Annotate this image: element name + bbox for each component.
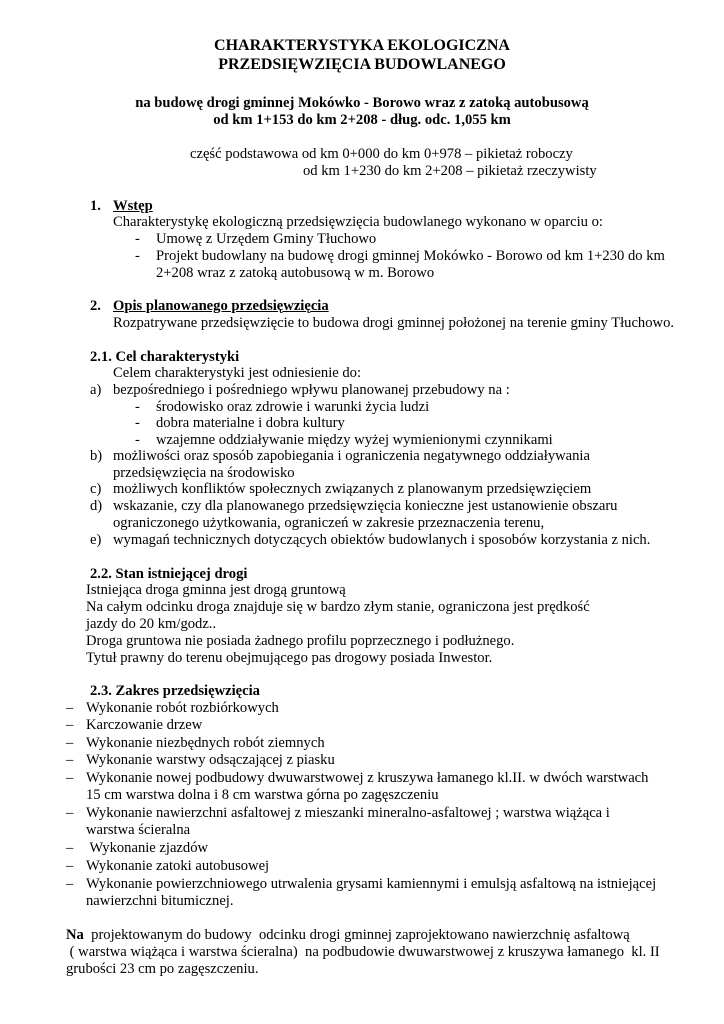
item-a1: środowisko oraz zdrowie i warunki życia ludzi xyxy=(156,399,430,415)
section2-heading: Opis planowanego przedsięwzięcia xyxy=(113,298,329,314)
scope-item2-dash: – xyxy=(66,717,74,733)
scope-item9-line1: Wykonanie powierzchniowego utrwalenia grysami kamiennymi i emulsją asfaltową na istniejącej xyxy=(86,876,657,892)
section22-heading: 2.2. Stan istniejącej drogi xyxy=(90,566,248,582)
scope-item7-dash: – xyxy=(66,840,74,856)
part-line2: od km 1+230 do km 2+208 – pikietaż rzeczywisty xyxy=(303,163,597,179)
item-d-line2: ograniczonego użytkowania, ograniczeń w zakresie przeznaczenia terenu, xyxy=(113,515,545,531)
scope-item1-dash: – xyxy=(66,700,74,716)
scope-item2: Karczowanie drzew xyxy=(86,717,203,733)
item-a2-dash: - xyxy=(135,415,140,431)
item-b-line1: możliwości oraz sposób zapobiegania i ograniczenia negatywnego oddziaływania xyxy=(113,448,590,464)
section21-heading: 2.1. Cel charakterystyki xyxy=(90,349,240,365)
item-a3: wzajemne oddziaływanie między wyżej wymienionymi czynnikami xyxy=(156,432,553,448)
section1-number: 1. xyxy=(90,198,101,214)
scope-item5-dash: – xyxy=(66,770,74,786)
section1-item1-dash: - xyxy=(135,231,140,247)
section22-line1: Istniejąca droga gminna jest drogą gruntową xyxy=(86,582,346,598)
scope-item4-dash: – xyxy=(66,752,74,768)
section21-intro: Celem charakterystyki jest odniesienie do: xyxy=(113,365,362,381)
section22-line5: Tytuł prawny do terenu obejmującego pas drogowy posiada Inwestor. xyxy=(86,650,493,666)
part-line1: część podstawowa od km 0+000 do km 0+978 – pikietaż roboczy xyxy=(190,146,573,162)
section1-item2-dash: - xyxy=(135,248,140,264)
section1-item2-line2: 2+208 wraz z zatoką autobusową w m. Borowo xyxy=(156,265,435,281)
item-c-text: możliwych konfliktów społecznych związanych z planowanym przedsięwzięciem xyxy=(113,481,592,497)
section23-heading: 2.3. Zakres przedsięwzięcia xyxy=(90,683,260,699)
final-line1-rest: projektowanym do budowy odcinku drogi gminnej zaprojektowano nawierzchnię asfaltową xyxy=(83,927,630,943)
section22-line4: Droga gruntowa nie posiada żadnego profilu poprzecznego i podłużnego. xyxy=(86,633,515,649)
scope-item9-dash: – xyxy=(66,876,74,892)
item-c-label: c) xyxy=(90,481,102,497)
document-title-line1: CHARAKTERYSTYKA EKOLOGICZNA xyxy=(214,37,510,54)
item-a1-dash: - xyxy=(135,399,140,415)
final-bold-start: Na xyxy=(66,927,84,943)
item-a2: dobra materialne i dobra kultury xyxy=(156,415,345,431)
scope-item9-line2: nawierzchni bitumicznej. xyxy=(86,893,234,909)
section1-item1: Umowę z Urzędem Gminy Tłuchowo xyxy=(156,231,377,247)
scope-item5-line1: Wykonanie nowej podbudowy dwuwarstwowej z kruszywa łamanego kl.II. w dwóch warstwach xyxy=(86,770,649,786)
scope-item3: Wykonanie niezbędnych robót ziemnych xyxy=(86,735,325,751)
section1-heading: Wstęp xyxy=(113,198,153,214)
item-a-label: a) xyxy=(90,382,102,398)
scope-item6-line1: Wykonanie nawierzchni asfaltowej z mieszanki mineralno-asfaltowej ; warstwa wiążąca i xyxy=(86,805,610,821)
final-line1 xyxy=(66,927,630,944)
item-d-label: d) xyxy=(90,498,103,514)
section1-item2-line1: Projekt budowlany na budowę drogi gminnej Mokówko - Borowo od km 1+230 do km xyxy=(156,248,665,264)
section22-line2: Na całym odcinku droga znajduje się w bardzo złym stanie, ograniczona jest prędkość xyxy=(86,599,590,615)
item-e-text: wymagań technicznych dotyczących obiektów budowlanych i sposobów korzystania z nich. xyxy=(113,532,651,548)
item-a-text: bezpośredniego i pośredniego wpływu planowanej przebudowy na : xyxy=(113,382,510,398)
section1-intro: Charakterystykę ekologiczną przedsięwzięcia budowlanego wykonano w oparciu o: xyxy=(113,214,603,230)
scope-item7: Wykonanie zjazdów xyxy=(86,840,209,856)
scope-item5-line2: 15 cm warstwa dolna i 8 cm warstwa górna po zagęszczeniu xyxy=(86,787,439,803)
section2-number: 2. xyxy=(90,298,101,314)
scope-item8: Wykonanie zatoki autobusowej xyxy=(86,858,270,874)
scope-item4: Wykonanie warstwy odsączającej z piasku xyxy=(86,752,335,768)
scope-item3-dash: – xyxy=(66,735,74,751)
item-b-label: b) xyxy=(90,448,103,464)
item-e-label: e) xyxy=(90,532,102,548)
scope-item8-dash: – xyxy=(66,858,74,874)
section2-text: Rozpatrywane przedsięwzięcie to budowa drogi gminnej położonej na terenie gminy Tłuchowo. xyxy=(113,315,675,331)
final-line3: grubości 23 cm po zagęszczeniu. xyxy=(66,961,259,977)
item-a3-dash: - xyxy=(135,432,140,448)
item-b-line2: przedsięwzięcia na środowisko xyxy=(113,465,295,481)
scope-item6-line2: warstwa ścieralna xyxy=(86,822,191,838)
item-d-line1: wskazanie, czy dla planowanego przedsięwzięcia konieczne jest ustanowienie obszaru xyxy=(113,498,618,514)
document-title-line2: PRZEDSIĘWZIĘCIA BUDOWLANEGO xyxy=(218,56,506,73)
scope-item1: Wykonanie robót rozbiórkowych xyxy=(86,700,279,716)
section22-line3: jazdy do 20 km/godz.. xyxy=(86,616,217,632)
subtitle-line2: od km 1+153 do km 2+208 - dług. odc. 1,055 km xyxy=(213,112,511,128)
scope-item6-dash: – xyxy=(66,805,74,821)
subtitle-line1: na budowę drogi gminnej Mokówko - Borowo wraz z zatoką autobusową xyxy=(135,95,589,111)
final-line2: ( warstwa wiążąca i warstwa ścieralna) na podbudowie dwuwarstwowej z kruszywa łamanego kl. II xyxy=(66,944,660,960)
